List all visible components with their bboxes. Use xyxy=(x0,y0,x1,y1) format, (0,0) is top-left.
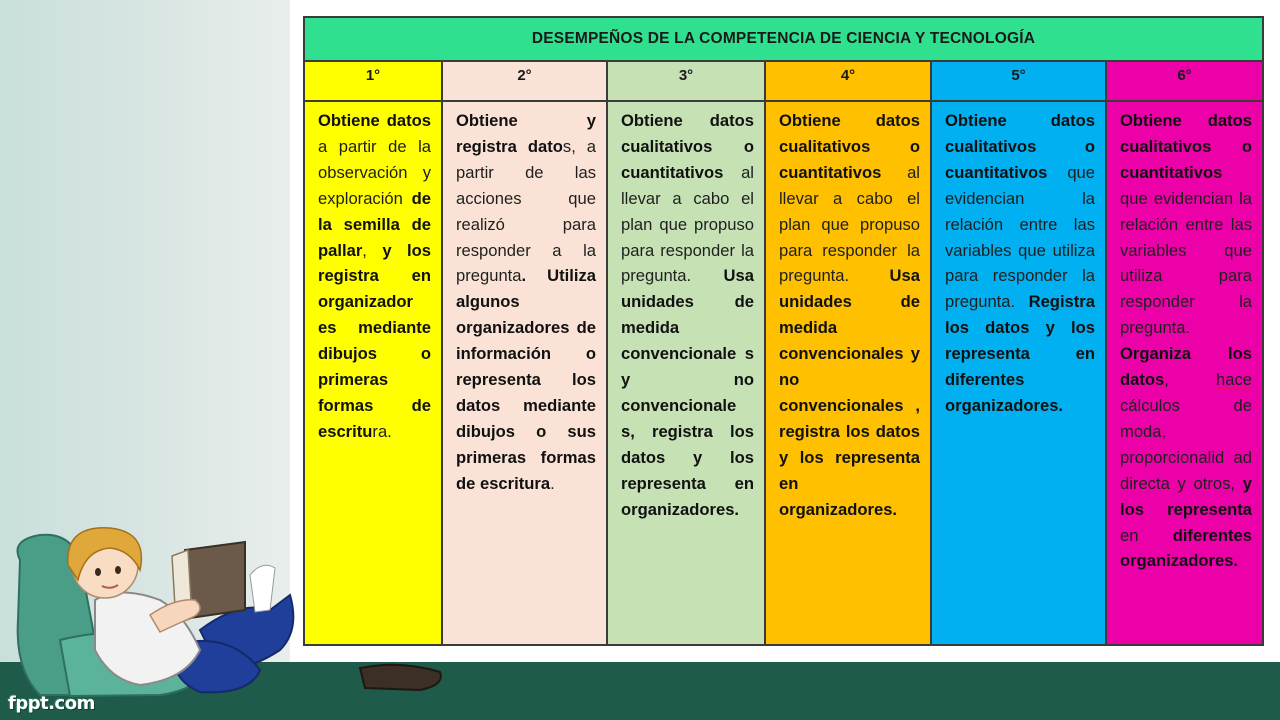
description-text-segment: Organiza los datos xyxy=(1120,344,1252,390)
description-text-segment: en xyxy=(1120,525,1173,545)
grade-header-2: 2° xyxy=(443,62,608,100)
description-text-segment: . xyxy=(550,473,555,493)
description-text-segment: al llevar a cabo el plan que propuso para responder la pregunta. xyxy=(779,162,920,286)
description-text-segment: Obtiene datos cualitativos o cuantitativos xyxy=(1120,111,1252,182)
description-text-segment: hace xyxy=(1216,370,1252,390)
description-text-segment: Usa unidades de medida convencionales y no convencionales , registra los datos y los representa en organizadores. xyxy=(779,266,920,519)
description-grade-5 xyxy=(932,102,1107,644)
description-text-segment: Usa unidades de medida convencionale s y no convencionale s, registra los datos y los representa en organizadores. xyxy=(621,266,754,519)
description-text-segment: Obtiene datos cualitativos o cuantitativos xyxy=(945,111,1095,182)
description-text-segment: s, a partir de las acciones que realizó para responder a la pregunta xyxy=(456,136,597,286)
grade-header-3: 3° xyxy=(608,62,766,100)
description-text-segment: , xyxy=(1164,370,1217,390)
description-text-segment: , xyxy=(362,240,383,260)
description-text-segment: y los registra en organizador es mediante dibujos o primeras formas de escritu xyxy=(318,240,431,441)
description-text-segment: Utiliza algunos organizadores de información o representa los datos mediante dibujos o sus primeras formas de escritura xyxy=(456,266,596,493)
description-grade-2 xyxy=(443,102,608,644)
fppt-logo: fppt.com xyxy=(8,693,95,714)
description-text-segment: al llevar a cabo el plan que propuso para responder la pregunta. xyxy=(621,162,754,286)
description-text-segment xyxy=(526,266,547,285)
reading-child-illustration xyxy=(0,520,460,720)
description-text-segment: Obtiene datos cualitativos o cuantitativos xyxy=(621,111,754,182)
description-text-segment: que evidencian la relación entre las variables que utiliza para responder la pregunta. xyxy=(1120,188,1252,338)
description-grade-6 xyxy=(1107,102,1262,644)
table-title: DESEMPEÑOS DE LA COMPETENCIA DE CIENCIA Y TECNOLOGÍA xyxy=(305,18,1262,62)
description-grade-3 xyxy=(608,102,766,644)
description-text-segment: . xyxy=(521,266,527,286)
description-text-segment: diferentes organizadores. xyxy=(1120,525,1252,571)
description-text-segment: ra. xyxy=(372,421,392,441)
description-text-segment: Obtiene datos cualitativos o cuantitativos xyxy=(779,111,920,182)
grade-header-5: 5° xyxy=(932,62,1107,100)
description-text-segment: cálculos de moda, proporcionalid ad directa y otros, xyxy=(1120,395,1252,493)
grade-header-row xyxy=(305,62,1262,102)
grade-header-4: 4° xyxy=(766,62,932,100)
description-grade-4 xyxy=(766,102,932,644)
grade-header-1: 1° xyxy=(305,62,443,100)
description-text-segment: Obtiene y registra dato xyxy=(456,111,596,156)
grade-header-6: 6° xyxy=(1107,62,1262,100)
description-text-segment: a partir de la observación y exploración xyxy=(318,136,431,208)
description-text-segment: Obtiene datos xyxy=(318,111,431,130)
description-text-segment: de la semilla de pallar xyxy=(318,188,431,260)
description-text-segment: Registra los datos y los representa en diferentes organizadores. xyxy=(945,292,1095,415)
description-text-segment: que evidencian la relación entre las variables que utiliza para responder la pregunta. xyxy=(945,162,1095,312)
description-text-segment: y los representa xyxy=(1120,473,1252,519)
